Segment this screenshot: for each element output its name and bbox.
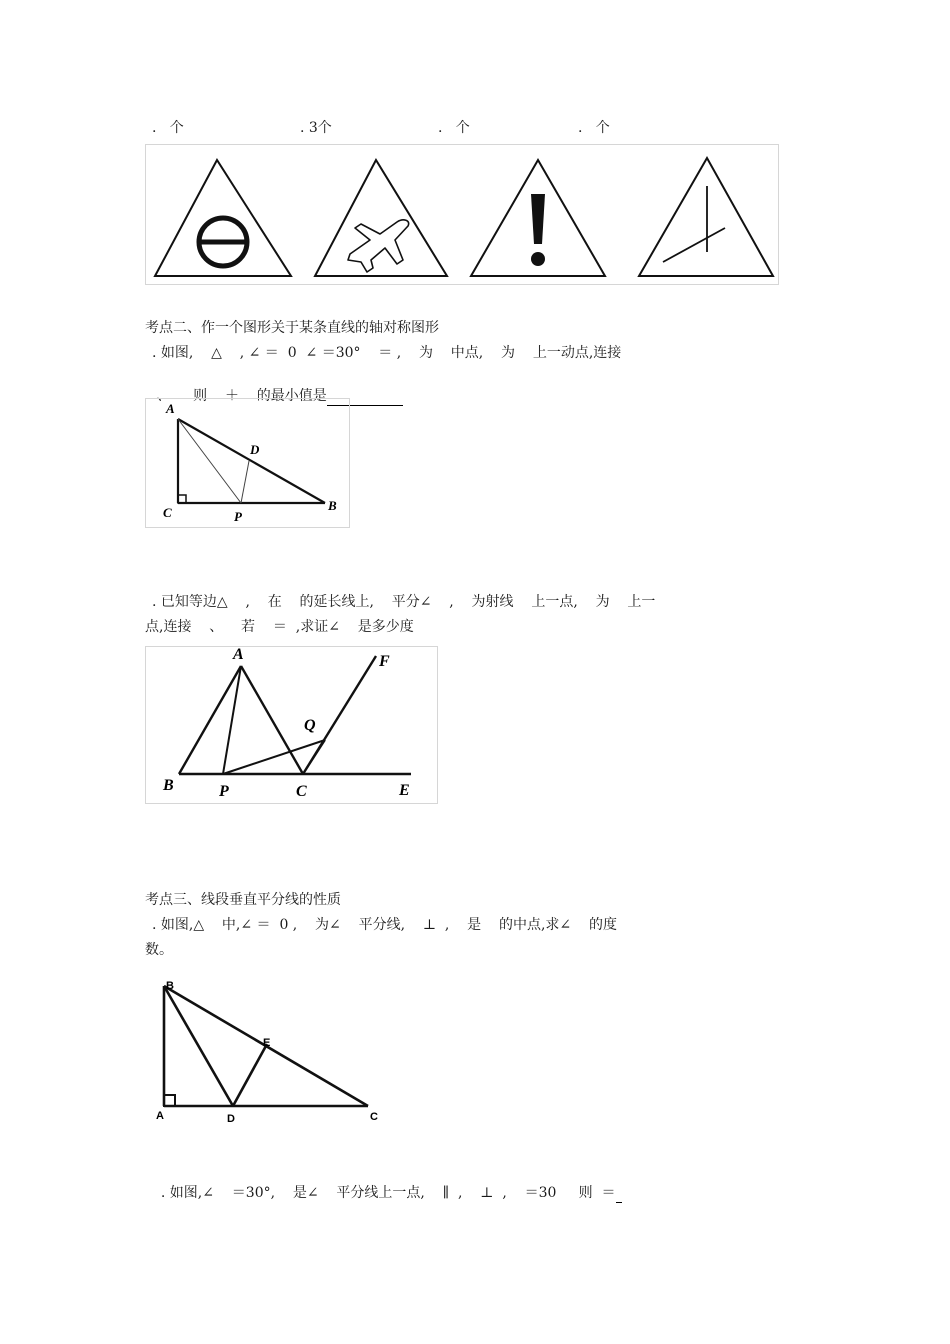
- exclamation-sign-icon: [471, 160, 605, 276]
- label-a: A: [156, 1110, 164, 1122]
- triangle-acb-figure: [145, 398, 350, 528]
- equilateral-triangle-figure: [145, 646, 438, 804]
- triangle-abc-figure: [145, 975, 390, 1130]
- section2-q1-line1: . 如图, △ , ∠ ＝ 0 ∠ ＝30° ＝ , 为 中点, 为 上一动点,连接: [152, 345, 622, 361]
- label-c: C: [296, 783, 307, 800]
- option-c: . 个: [438, 120, 470, 136]
- section2-heading: 考点二、作一个图形关于某条直线的轴对称图形: [145, 320, 439, 336]
- label-a: A: [166, 401, 175, 416]
- option-a: . 个: [152, 120, 184, 136]
- label-p: P: [234, 509, 242, 524]
- section2-q2-line1: . 已知等边△ , 在 的延长线上, 平分∠ , 为射线 上一点, 为 上一: [152, 594, 656, 610]
- label-d: D: [250, 442, 260, 457]
- answer-blank: [616, 1184, 622, 1203]
- section2-q1-line2-text: 、 则 ＋ 的最小值是: [156, 388, 327, 404]
- airplane-sign-icon: [315, 160, 447, 276]
- option-d: . 个: [578, 120, 610, 136]
- label-q: Q: [304, 717, 316, 734]
- label-p: P: [219, 783, 229, 800]
- label-e: E: [263, 1037, 271, 1049]
- label-a: A: [233, 646, 244, 663]
- label-b: B: [166, 980, 174, 992]
- label-b: B: [163, 777, 174, 794]
- label-b: B: [328, 498, 337, 513]
- label-c: C: [163, 505, 172, 520]
- option-b: . 3个: [300, 120, 332, 136]
- figure-frame: [146, 399, 350, 528]
- section3-q1-line1: . 如图,△ 中,∠ ＝ 0 , 为∠ 平分线, ⊥ , 是 的中点,求∠ 的度: [152, 917, 617, 933]
- section3-q1-line2: 数。: [145, 942, 173, 958]
- crossed-lines-sign-icon: [639, 158, 773, 276]
- warning-signs-figure: [145, 144, 779, 285]
- section2-q2-line2: 点,连接 、 若 ＝ ,求证∠ 是多少度: [145, 619, 414, 635]
- prohibition-sign-icon: [155, 160, 291, 276]
- label-d: D: [227, 1113, 235, 1125]
- figure-frame: [146, 647, 438, 804]
- label-f: F: [379, 653, 390, 670]
- label-e: E: [399, 782, 410, 799]
- section3-heading: 考点三、线段垂直平分线的性质: [145, 892, 341, 908]
- label-c: C: [370, 1111, 378, 1123]
- section3-q2-text: . 如图,∠ ＝30°, 是∠ 平分线上一点, ∥ , ⊥ , ＝30 则 ＝: [160, 1185, 616, 1201]
- figure-frame: [146, 145, 779, 285]
- section3-q2-line1: [152, 1166, 622, 1203]
